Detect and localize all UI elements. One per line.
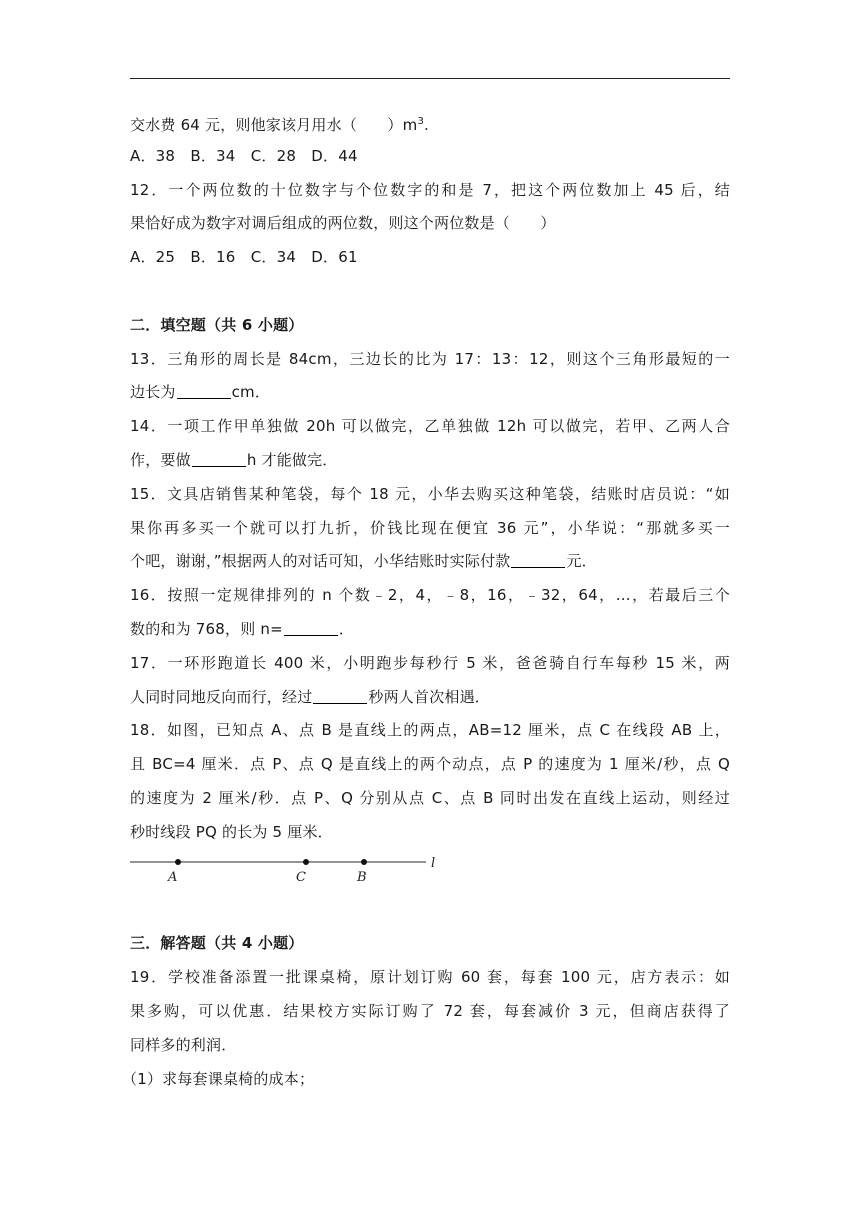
- q19-line3: 同样多的利润．: [130, 1036, 237, 1054]
- point-b-label: B: [357, 870, 367, 884]
- q16-line2: 数的和为 768，则 n= ．: [130, 620, 355, 638]
- q11-options: A．38 B．34 C．28 D．44: [130, 147, 358, 165]
- point-a-dot: [175, 859, 181, 865]
- q18-line2: 且 BC=4 厘米．点 P、点 Q 是直线上的两个动点，点 P 的速度为 1 厘米/秒，点 Q: [130, 755, 730, 773]
- answer-blank: [192, 451, 246, 467]
- line-label: l: [431, 856, 436, 871]
- number-line-figure: [128, 854, 448, 884]
- q12-line1: 12．一个两位数的十位数字与个位数字的和是 7，把这个两位数加上 45 后，结: [130, 181, 730, 199]
- point-c-dot: [303, 859, 309, 865]
- point-c-label: C: [296, 870, 306, 884]
- q16-line1: 16．按照一定规律排列的 n 个数﹣2，4，﹣8，16，﹣32，64，…，若最后三个: [130, 586, 730, 604]
- q19-part1: （1）求每套课桌椅的成本；: [122, 1070, 315, 1088]
- q19-line2: 果多购，可以优惠．结果校方实际订购了 72 套，每套减价 3 元，但商店获得了: [130, 1002, 730, 1020]
- answer-blank: [313, 688, 367, 704]
- answer-blank: [284, 620, 338, 636]
- q18-line4: 秒时线段 PQ 的长为 5 厘米．: [130, 823, 333, 841]
- q18-line3: 的速度为 2 厘米/秒．点 P、Q 分别从点 C、点 B 同时出发在直线上运动，则经过: [130, 789, 730, 807]
- header-rule: [130, 78, 730, 79]
- q13-line2: 边长为 cm．: [130, 383, 271, 401]
- q19-line1: 19．学校准备添置一批课桌椅，原计划订购 60 套，每套 100 元，店方表示：如: [130, 968, 730, 986]
- q14-line2: 作，要做 h 才能做完．: [130, 451, 338, 469]
- q12-line2: 果恰好成为数字对调后组成的两位数，则这个两位数是（ ）: [130, 214, 556, 232]
- q17-line1: 17．一环形跑道长 400 米，小明跑步每秒行 5 米，爸爸骑自行车每秒 15 米，两: [130, 654, 730, 672]
- q15-line2: 果你再多买一个就可以打九折，价钱比现在便宜 36 元”，小华说：“那就多买一: [130, 519, 730, 537]
- answer-blank: [177, 383, 231, 399]
- q17-line2: 人同时同地反向而行，经过 秒两人首次相遇．: [130, 688, 491, 706]
- section-2-heading: 二．填空题（共 6 小题）: [130, 316, 304, 334]
- q14-line1: 14．一项工作甲单独做 20h 可以做完，乙单独做 12h 可以做完，若甲、乙两人合: [130, 417, 730, 435]
- q12-options: A．25 B．16 C．34 D．61: [130, 248, 358, 266]
- q11-continuation: 交水费 64 元，则他家该月用水（ ）$m^3$.: [130, 116, 429, 134]
- q15-line1: 15．文具店销售某种笔袋，每个 18 元，小华去购买这种笔袋，结账时店员说：“如: [130, 485, 730, 503]
- answer-blank: [511, 552, 565, 568]
- section-3-heading: 三．解答题（共 4 小题）: [130, 934, 304, 952]
- q13-line1: 13．三角形的周长是 84cm，三边长的比为 17：13：12，则这个三角形最短的一: [130, 350, 730, 368]
- q15-line3: 个吧，谢谢，”根据两人的对话可知，小华结账时实际付款 元．: [130, 552, 597, 570]
- point-b-dot: [361, 859, 367, 865]
- q18-line1: 18．如图，已知点 A、点 B 是直线上的两点，AB=12 厘米，点 C 在线段 AB 上，: [130, 721, 730, 739]
- point-a-label: A: [168, 870, 178, 884]
